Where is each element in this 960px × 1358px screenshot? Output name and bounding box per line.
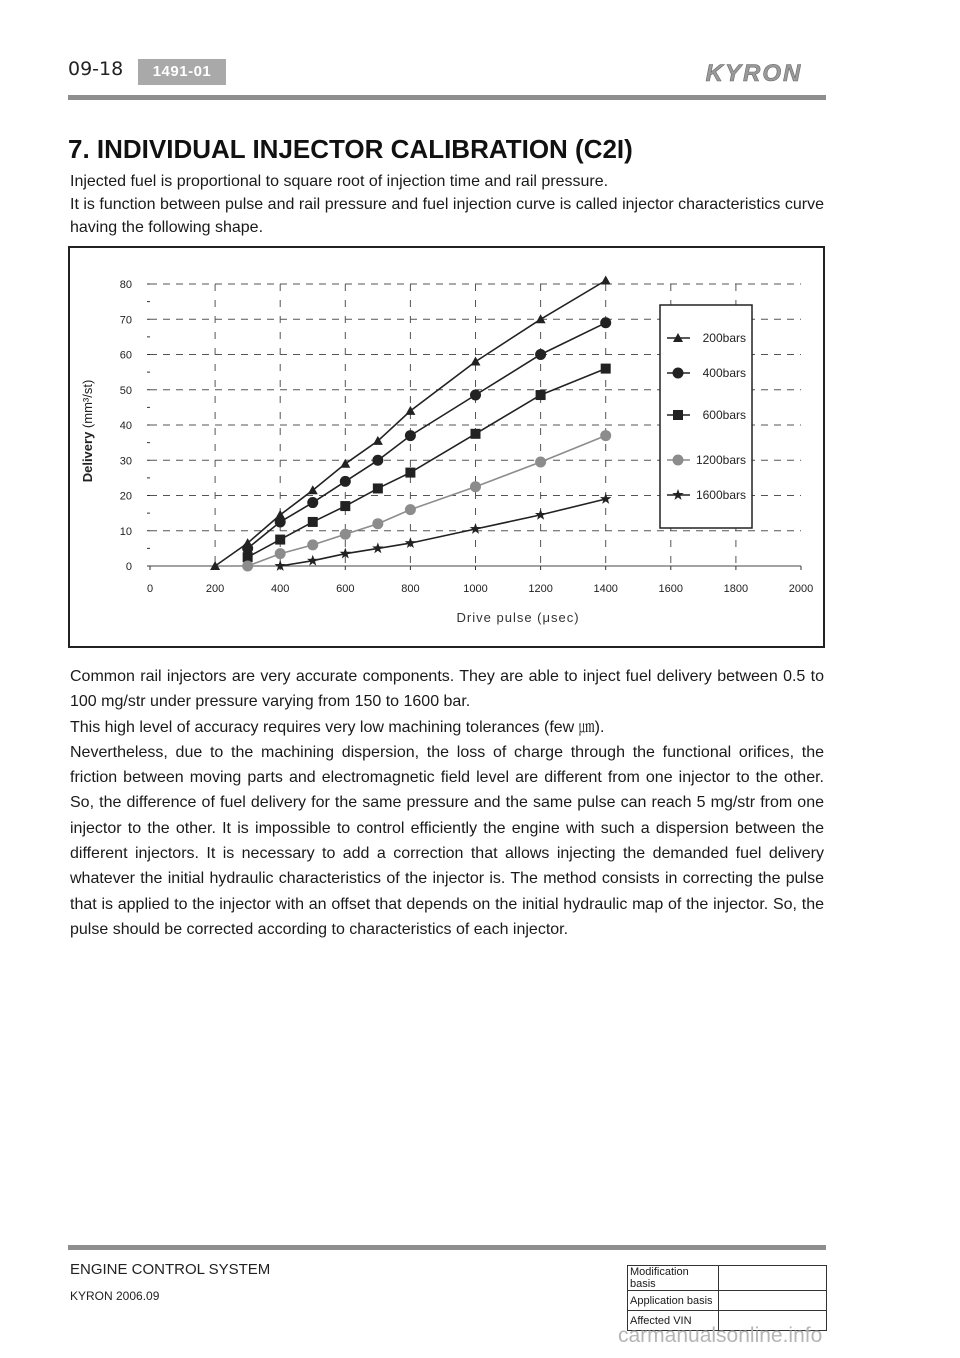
data-point — [535, 349, 546, 360]
data-point — [470, 390, 481, 401]
body-paragraph-1: Common rail injectors are very accurate components. They are able to inject fuel delivery between 0.5 to 100 mg/str under pressure varying from 150 to 1600 bar. — [70, 668, 824, 711]
y-axis-label-unit: (mm³/st) — [80, 379, 95, 429]
legend-marker — [673, 455, 684, 466]
y-axis-label — [80, 380, 95, 483]
data-point — [601, 364, 611, 374]
x-tick-label: 1000 — [463, 583, 488, 595]
legend-label: 400bars — [702, 366, 746, 380]
series-line — [248, 436, 606, 566]
application-basis-value — [719, 1291, 827, 1311]
affected-vin-label: Affected VIN — [628, 1311, 719, 1331]
legend-item — [667, 366, 746, 380]
x-tick-label: 0 — [146, 583, 154, 595]
y-tick-label: 0 — [125, 561, 132, 573]
data-point — [340, 501, 350, 511]
series-400bars — [242, 317, 611, 554]
y-tick-label: 40 — [119, 420, 132, 432]
data-point — [275, 535, 285, 545]
legend-label: 1600bars — [695, 488, 746, 502]
body-paragraph-2: This high level of accuracy requires very low machining tolerances (few ㎛). — [70, 718, 605, 736]
y-tick-label: 80 — [119, 279, 132, 291]
revision-info-table — [627, 1265, 827, 1331]
body-text — [70, 664, 824, 942]
data-point — [307, 555, 318, 566]
data-point — [470, 481, 481, 492]
data-point — [405, 504, 416, 515]
data-point — [373, 483, 383, 493]
data-point — [372, 455, 383, 466]
y-tick-label: 10 — [119, 525, 132, 538]
data-point — [471, 429, 481, 439]
section-code-badge: 1491-01 — [138, 59, 226, 85]
data-point — [535, 457, 546, 468]
footer-model-date: KYRON 2006.09 — [70, 1289, 160, 1303]
data-point — [307, 539, 318, 550]
x-tick-label: 800 — [401, 583, 420, 595]
intro-paragraph-1: Injected fuel is proportional to square root of injection time and rail pressure. — [70, 173, 609, 190]
data-point — [471, 357, 481, 366]
data-point — [600, 317, 611, 328]
y-tick-label: 30 — [119, 455, 132, 468]
modification-basis-label: Modification basis — [628, 1266, 719, 1291]
x-tick-label: 1400 — [593, 583, 618, 595]
header-divider — [68, 95, 826, 100]
data-point — [600, 493, 611, 504]
footer-divider — [68, 1245, 826, 1250]
table-row — [628, 1291, 827, 1311]
data-point — [372, 518, 383, 529]
y-tick-label: 50 — [119, 384, 132, 397]
legend-item — [667, 408, 746, 422]
intro-text — [70, 170, 824, 239]
watermark[interactable]: carmanualsonline.info — [618, 1324, 823, 1347]
x-tick-label: 200 — [205, 583, 225, 595]
data-point — [470, 523, 481, 534]
data-point — [242, 561, 253, 572]
data-point — [372, 542, 383, 553]
table-row — [628, 1266, 827, 1291]
data-point — [340, 476, 351, 487]
x-axis-label: Drive pulse (μsec) — [456, 610, 580, 625]
x-tick-label: 2000 — [788, 583, 814, 595]
x-tick-label: 400 — [271, 583, 290, 595]
data-point — [600, 430, 611, 441]
y-axis-label-name: Delivery — [80, 428, 95, 483]
x-tick-label: 1600 — [658, 583, 684, 595]
data-point — [536, 390, 546, 400]
brand-logo — [680, 58, 828, 88]
injector-characteristics-chart — [68, 246, 825, 648]
x-tick-label: 600 — [336, 583, 355, 595]
series-line — [215, 281, 606, 567]
y-tick-label: 60 — [119, 349, 132, 362]
data-point — [275, 548, 286, 559]
data-point — [275, 516, 286, 527]
x-tick-label: 1200 — [528, 583, 553, 595]
legend-label: 1200bars — [695, 453, 746, 467]
data-point — [535, 509, 546, 520]
legend-label: 600bars — [702, 408, 746, 422]
series-1600bars — [274, 493, 611, 571]
body-paragraph-3: Nevertheless, due to the machining dispersion, the loss of charge through the functional orifices, the friction between moving parts and electromagnetic field level are different from one injector to the other. So, the difference of fuel delivery for the same pressure and the same pulse can reach 5 mg/str from one injector to the other. It is impossible to control efficiently the engine with such a dispersion between the different injectors. It is necessary to add a correction that allows injecting the demanded fuel delivery whatever the initial hydraulic characteristics of the injector is. The method consists in correcting the pulse that is applied to the injector with an offset that depends on the initial hydraulic map of the injector. So, the pulse should be corrected according to characteristics of each injector. — [70, 743, 824, 938]
data-point — [308, 517, 318, 527]
intro-paragraph-2: It is function between pulse and rail pressure and fuel injection curve is called injector characteristics curve having the following shape. — [70, 196, 824, 236]
application-basis-label: Application basis — [628, 1291, 719, 1311]
legend-marker — [673, 410, 683, 420]
data-point — [307, 497, 318, 508]
page-title: 7. INDIVIDUAL INJECTOR CALIBRATION (C2I) — [68, 134, 633, 164]
series-line — [248, 369, 606, 558]
series-line — [280, 499, 606, 566]
footer-section-name: ENGINE CONTROL SYSTEM — [70, 1261, 271, 1278]
series-600bars — [243, 364, 611, 563]
data-point — [601, 275, 611, 284]
series-line — [248, 323, 606, 549]
svg-text:KYRON: KYRON — [705, 60, 803, 87]
modification-basis-value — [719, 1266, 827, 1291]
legend-label: 200bars — [702, 331, 746, 345]
chart-canvas — [70, 248, 823, 646]
page-number: 09-18 — [68, 58, 124, 80]
chart-legend — [660, 305, 752, 528]
y-tick-label: 20 — [119, 490, 132, 503]
legend-item — [667, 453, 746, 467]
data-point — [340, 529, 351, 540]
y-tick-label: 70 — [119, 314, 132, 327]
data-point — [405, 430, 416, 441]
data-point — [405, 468, 415, 478]
x-tick-label: 1800 — [723, 583, 749, 595]
legend-marker — [673, 368, 684, 379]
